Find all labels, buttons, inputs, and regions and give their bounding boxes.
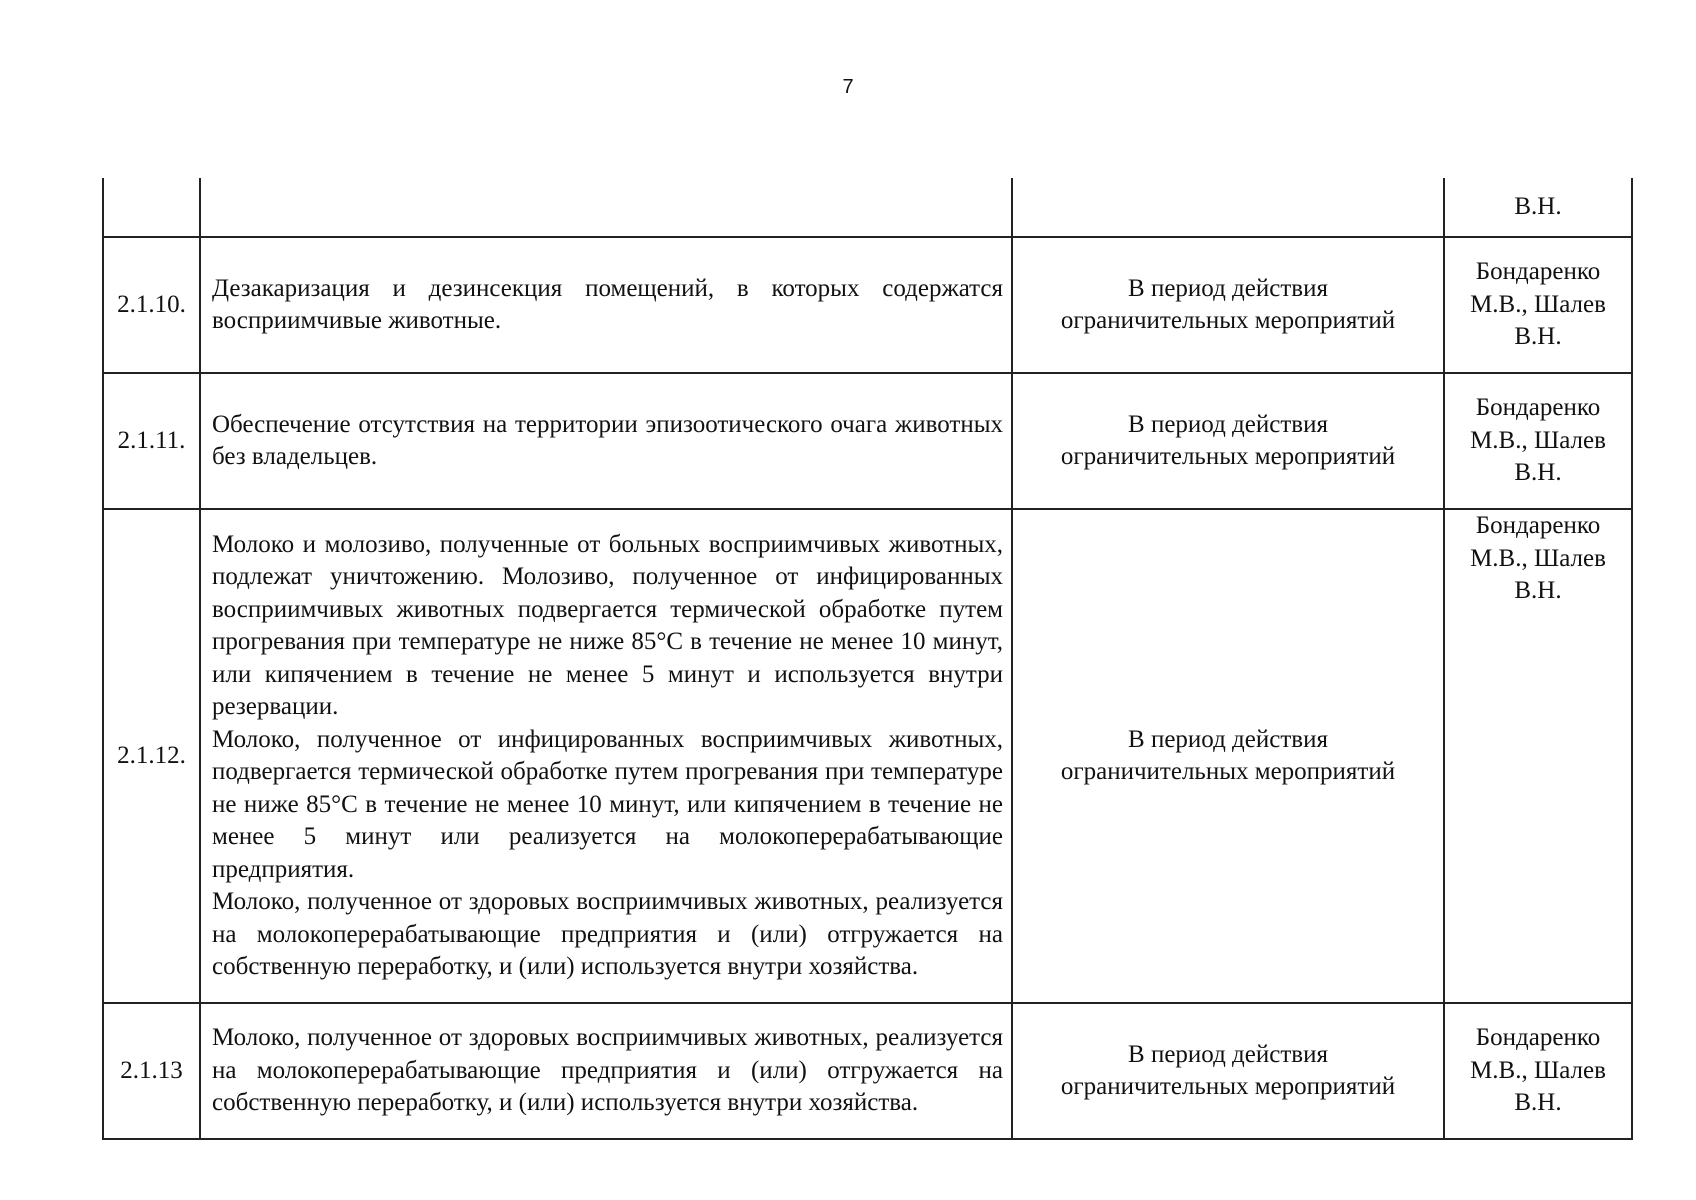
responsible-line: М.В., Шалев	[1470, 544, 1606, 572]
responsible-line: В.Н.	[1514, 577, 1562, 604]
responsible-line: Бондаренко	[1475, 1024, 1601, 1052]
term-cell	[1012, 509, 1444, 1003]
term-line: В период действия	[1128, 1040, 1328, 1068]
table-row	[103, 1003, 1632, 1139]
term-cell	[1012, 237, 1444, 373]
measure-paragraph: Молоко, полученное от инфицированных восприимчивых животных, подвергается термической обработке путем прогревания при температуре не ниже 85°С в течение не менее 10 минут, или кипячением в течение не менее 5 минут или реализуется на молокоперерабатывающие предприятия.	[212, 725, 1003, 883]
row-number: 2.1.11.	[103, 373, 200, 509]
term-line: В период действия	[1128, 410, 1328, 438]
cell-term	[1012, 178, 1444, 237]
term-line: В период действия	[1128, 274, 1328, 302]
term-line: В период действия	[1128, 725, 1328, 753]
responsible-line: В.Н.	[1514, 192, 1562, 220]
row-number: 2.1.10.	[103, 237, 200, 373]
table-row	[103, 237, 1632, 373]
term-line: ограничительных мероприятий	[1060, 1073, 1396, 1100]
measure-text	[200, 373, 1012, 509]
row-number: 2.1.12.	[103, 509, 200, 1003]
responsible-line: В.Н.	[1514, 459, 1562, 487]
responsible-line: М.В., Шалев	[1470, 1056, 1606, 1084]
cell-number	[103, 178, 200, 237]
responsible-line: Бондаренко	[1475, 258, 1601, 286]
responsible-line: В.Н.	[1514, 1089, 1562, 1117]
row-number: 2.1.13	[103, 1003, 200, 1139]
page-number: 7	[842, 76, 854, 98]
term-line: ограничительных мероприятий	[1060, 758, 1396, 785]
measure-text	[200, 1003, 1012, 1139]
responsible-cell	[1444, 237, 1632, 373]
responsible-line: Бондаренко	[1475, 512, 1601, 539]
table-row	[103, 373, 1632, 509]
responsible-line: Бондаренко	[1475, 394, 1601, 422]
responsible-line: М.В., Шалев	[1470, 426, 1606, 454]
term-line: ограничительных мероприятий	[1060, 443, 1396, 470]
measures-table	[102, 178, 1633, 1140]
responsible-line: В.Н.	[1514, 323, 1562, 351]
cell-responsible	[1444, 178, 1632, 237]
table-row	[103, 509, 1632, 1003]
measure-paragraph: Молоко, полученное от здоровых восприимчивых животных, реализуется на молокоперерабатывающие предприятия и (или) отгружается на собственную переработку, и (или) используется внутри хозяйства.	[212, 888, 1003, 980]
term-line: ограничительных мероприятий	[1060, 307, 1396, 334]
measure-paragraph: Дезакаризация и дезинсекция помещений, в которых содержатся восприимчивые животные.	[212, 274, 1003, 334]
responsible-line: М.В., Шалев	[1470, 290, 1606, 318]
term-cell	[1012, 373, 1444, 509]
measure-text	[200, 509, 1012, 1003]
responsible-cell	[1444, 373, 1632, 509]
responsible-cell	[1444, 1003, 1632, 1139]
table-row-continued	[103, 178, 1632, 237]
measure-text	[200, 237, 1012, 373]
measure-paragraph: Молоко и молозиво, полученные от больных восприимчивых животных, подлежат уничтожению. Молозиво, полученное от инфицированных восприимчивых животных подвергается термической обработке путем прогревания при температуре не ниже 85°С в течение не менее 10 минут, или кипячением в течение не менее 5 минут и используется внутри резервации.	[212, 530, 1003, 720]
responsible-cell	[1444, 509, 1632, 1003]
term-cell	[1012, 1003, 1444, 1139]
measure-paragraph: Молоко, полученное от здоровых восприимчивых животных, реализуется на молокоперерабатывающие предприятия и (или) отгружается на собственную переработку, и (или) используется внутри хозяйства.	[212, 1024, 1003, 1117]
measure-paragraph: Обеспечение отсутствия на территории эпизоотического очага животных без владельцев.	[212, 410, 1003, 470]
cell-measure	[200, 178, 1012, 237]
